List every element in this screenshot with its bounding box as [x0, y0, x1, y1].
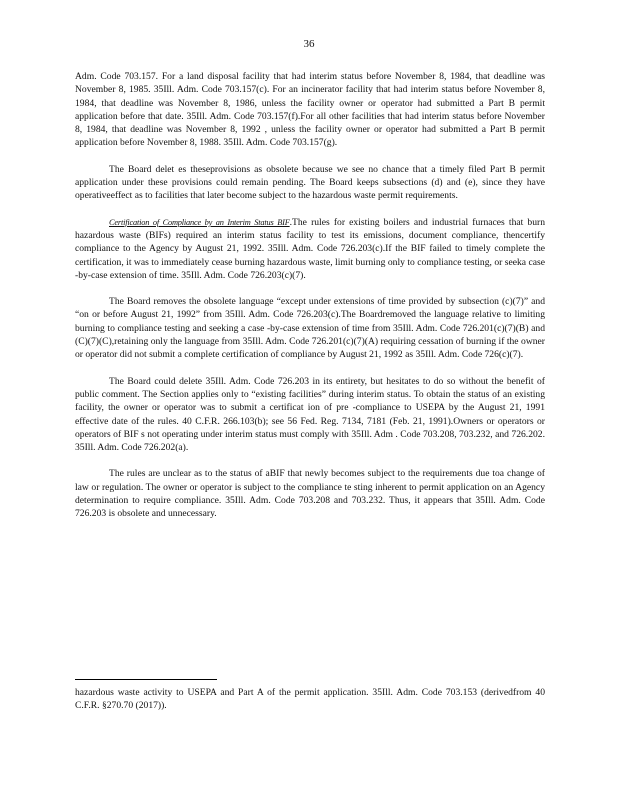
footnote-separator: [75, 679, 217, 680]
paragraph-board-deletes-provisions: The Board delet es theseprovisions as obsolete because we see no chance that a timely filed Part B permit application under these provisions could remain pending. The Board keeps subsections (d) and (e), since they have operativeeffect as to facilities that later become subject to the hazardous waste permit requirements.: [75, 163, 545, 202]
paragraph-public-comment: The Board could delete 35Ill. Adm. Code 726.203 in its entirety, but hesitates to do so without the benefit of public comment. The Section applies only to “existing facilities” during interim status. To obtain the status of an existing facility, the owner or operator was to submit a certificat ion of pre -compliance to USEPA by the August 21, 1991 effective date of the rules. 40 C.F.R. 266.103(b); see 56 Fed. Reg. 7134, 7181 (Feb. 21, 1991).Owners or operators or operators of BIF s not operating under interim status must comply with 35Ill. Adm . Code 703.208, 703.232, and 726.202. 35Ill. Adm. Code 726.202(a).: [75, 375, 545, 454]
page-number: 36: [303, 38, 315, 50]
paragraph-bif-certification-text: .The rules for existing boilers and industrial furnaces that burn hazardous waste (BIFs) required an interim status facility to test its emissions, document compliance, thencertify compliance to the Agency by August 21, 1992. 35Ill. Adm. Code 726.203(c).If the BIF failed to timely complete the certification, it was to immediately cease burning hazardous waste, limit burning only to compliance testing, or seeka case -by-case extension of time. 35Ill. Adm. Code 726.203(c)(7).: [75, 216, 546, 281]
paragraph-rules-unclear: The rules are unclear as to the status of aBIF that newly becomes subject to the requirements due toa change of law or regulation. The owner or operator is subject to the compliance te sting inherent to permit application on an Agency determination to require compliance. 35Ill. Adm. Code 703.208 and 703.232. Thus, it appears that 35Ill. Adm. Code 726.203 is obsolete and unnecessary.: [75, 468, 545, 520]
paragraph-obsolete-language: The Board removes the obsolete language “except under extensions of time provided by subsection (c)(7)” and “on or before August 21, 1992” from 35Ill. Adm. Code 726.203(c).The Boardremoved the language relative to limiting burning to compliance testing and seeking a case -by-case extension of time from 35Ill. Adm. Code 726.201(c)(7)(B) and (C)(7)(C),retaining only the language from 35Ill. Adm. Code 726.201(c)(7)(A) requiring cessation of burning if the owner or operator did not submit a complete certification of compliance by August 21, 1992 as 35Ill. Adm. Code 726(c)(7).: [75, 296, 545, 361]
paragraph-bif-certification: [75, 216, 545, 282]
section-heading-certification: Certification of Compliance by an Interim Status BIF: [109, 217, 290, 227]
paragraph-interim-status-deadlines: Adm. Code 703.157. For a land disposal facility that had interim status before November 8, 1984, that deadline was November 8, 1985. 35Ill. Adm. Code 703.157(c). For an incinerator facility that had interim status before November 8, 1984, that deadline was November 8, 1986, unless the facility owner or operator had submitted a Part B permit application before that date. 35Ill. Adm. Code 703.157(f).For all other facilities that had interim status before November 8, 1984, that deadline was November 8, 1992 , unless the facility owner or operator had submitted a Part B permit application before November 8, 1988. 35Ill. Adm. Code 703.157(g).: [75, 71, 545, 149]
footnote: hazardous waste activity to USEPA and Part A of the permit application. 35Ill. Adm. Code 703.153 (derivedfrom 40 C.F.R. §270.70 (2017)).: [75, 687, 545, 712]
body-text: [75, 70, 545, 534]
